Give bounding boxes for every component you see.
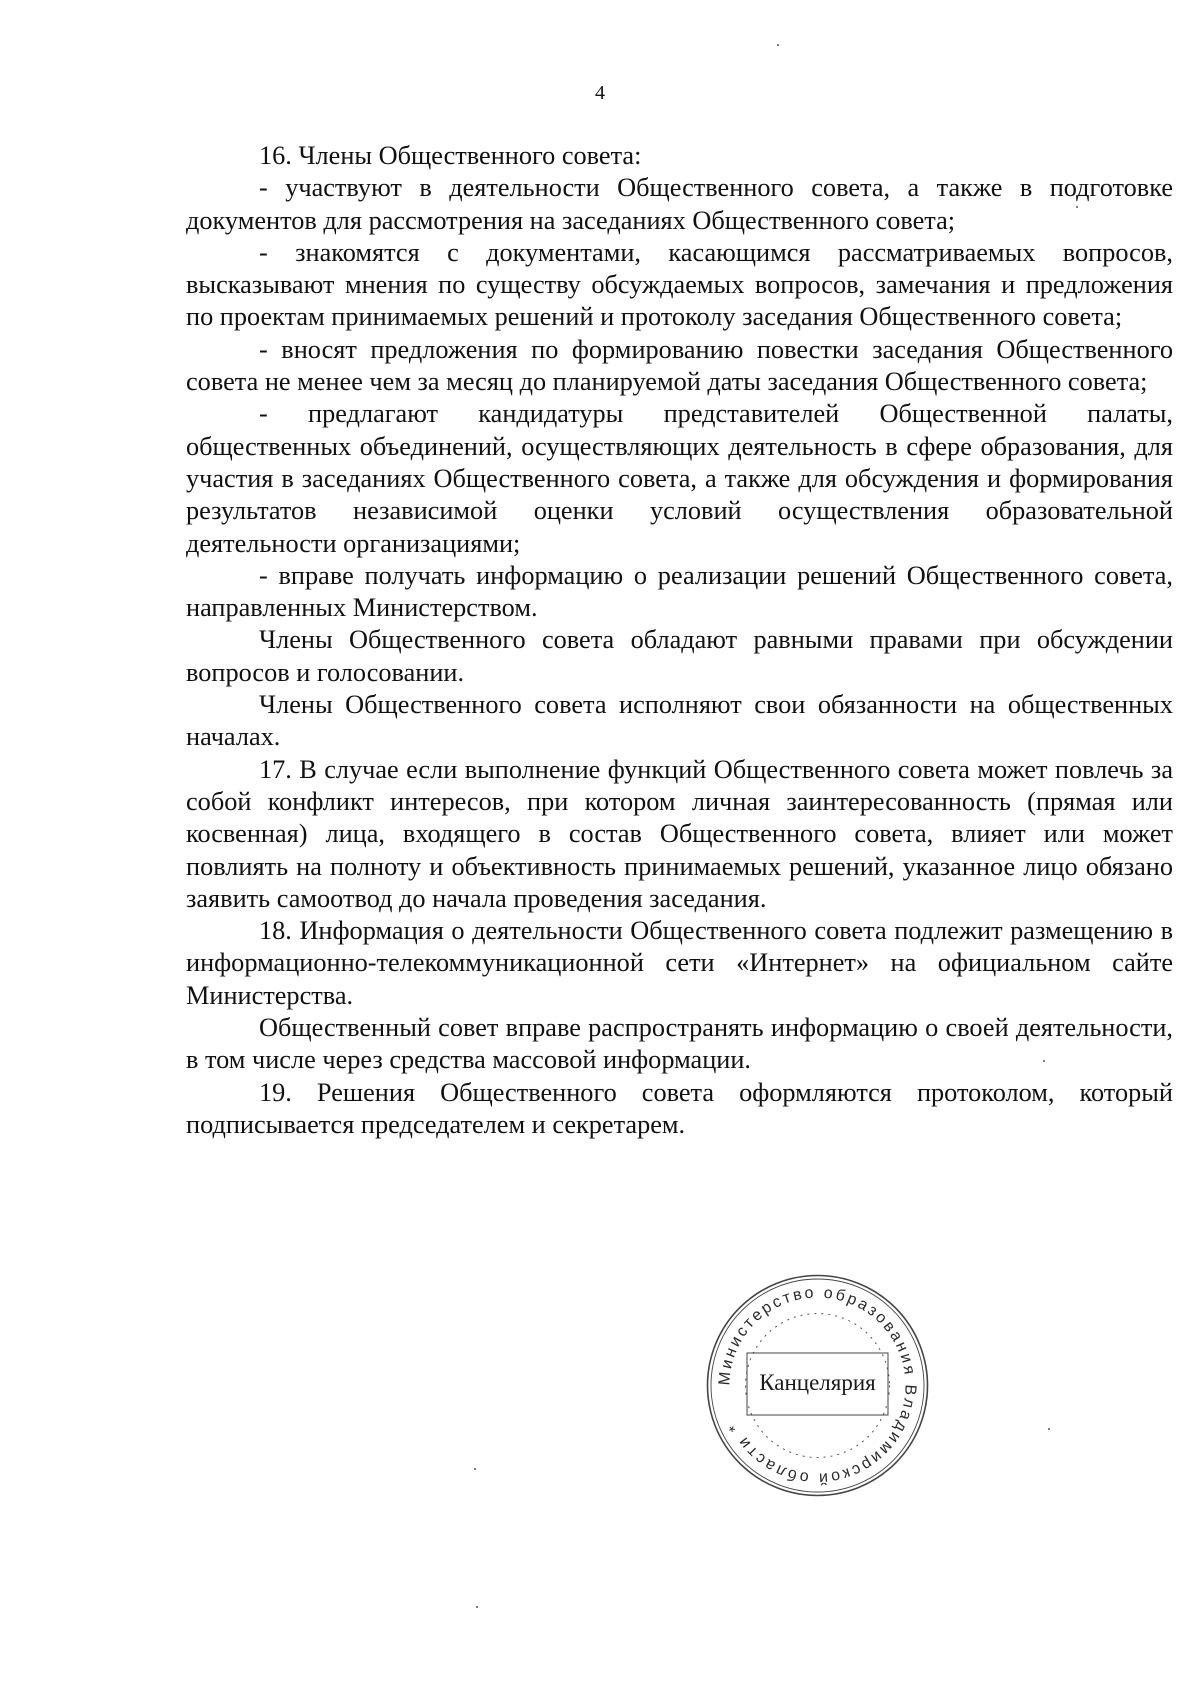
paragraph-17: 17. В случае если выполнение функций Общественного совета может повлечь за собой конфликт интересов, при котором личная заинтересованность (прямая или косвенная) лица, входящего в состав Общественного совета, влияет или может повлиять на полноту и объективность принимаемых решений, указанное лицо обязано заявить самоотвод до начала проведения заседания. — [186, 754, 1173, 913]
paragraph-18: 18. Информация о деятельности Общественного совета подлежит размещению в информационно-телекоммуникационной сети «Интернет» на официальном сайте Министерства. — [186, 916, 1173, 1010]
svg-text:Министерство образования Влади: Министерство образования Владимирской области * — [716, 1284, 919, 1487]
paragraph-16-item-5: - вправе получать информацию о реализации решений Общественного совета, направленных Министерством. — [186, 560, 1173, 623]
document-body — [186, 140, 1173, 1141]
paragraph-16-voluntary: Члены Общественного совета исполняют свои обязанности на общественных началах. — [186, 690, 1173, 752]
paragraph-16-item-2: - знакомятся с документами, касающимся рассматриваемых вопросов, высказывают мнения по существу обсуждаемых вопросов, замечания и предложения по проектам принимаемых решений и протоколу заседания Общественного совета; — [186, 237, 1173, 332]
page-number: 4 — [595, 82, 605, 104]
scan-speck — [777, 44, 779, 46]
scan-speck — [1076, 206, 1078, 208]
scan-speck — [476, 1606, 478, 1608]
scan-speck — [474, 1468, 476, 1470]
paragraph-16-item-1: - участвуют в деятельности Общественного совета, а также в подготовке документов для рассмотрения на заседаниях Общественного совета; — [186, 173, 1173, 235]
paragraph-16-equal-rights: Члены Общественного совета обладают равными правами при обсуждении вопросов и голосовании. — [186, 625, 1173, 687]
paragraph-16-heading: 16. Члены Общественного совета: — [259, 141, 642, 170]
stamp-center-text: Канцелярия — [759, 1370, 876, 1395]
paragraph-19: 19. Решения Общественного совета оформляются протоколом, который подписывается председателем и секретарем. — [186, 1077, 1173, 1139]
office-stamp — [705, 1273, 930, 1498]
paragraph-16-item-4: - предлагают кандидатуры представителей Общественной палаты, общественных объединений, осуществляющих деятельность в сфере образования, для участия в заседаниях Общественного совета, а также для обсуждения и формирования результатов независимой оценки условий осуществления образовательной деятельности организациями; — [186, 399, 1173, 558]
paragraph-18-media: Общественный совет вправе распространять информацию о своей деятельности, в том числе через средства массовой информации. — [186, 1013, 1173, 1075]
scan-speck — [1048, 1428, 1050, 1430]
scan-speck — [1043, 1060, 1045, 1062]
paragraph-16-item-3: - вносят предложения по формированию повестки заседания Общественного совета не менее чем за месяц до планируемой даты заседания Общественного совета; — [186, 334, 1173, 397]
